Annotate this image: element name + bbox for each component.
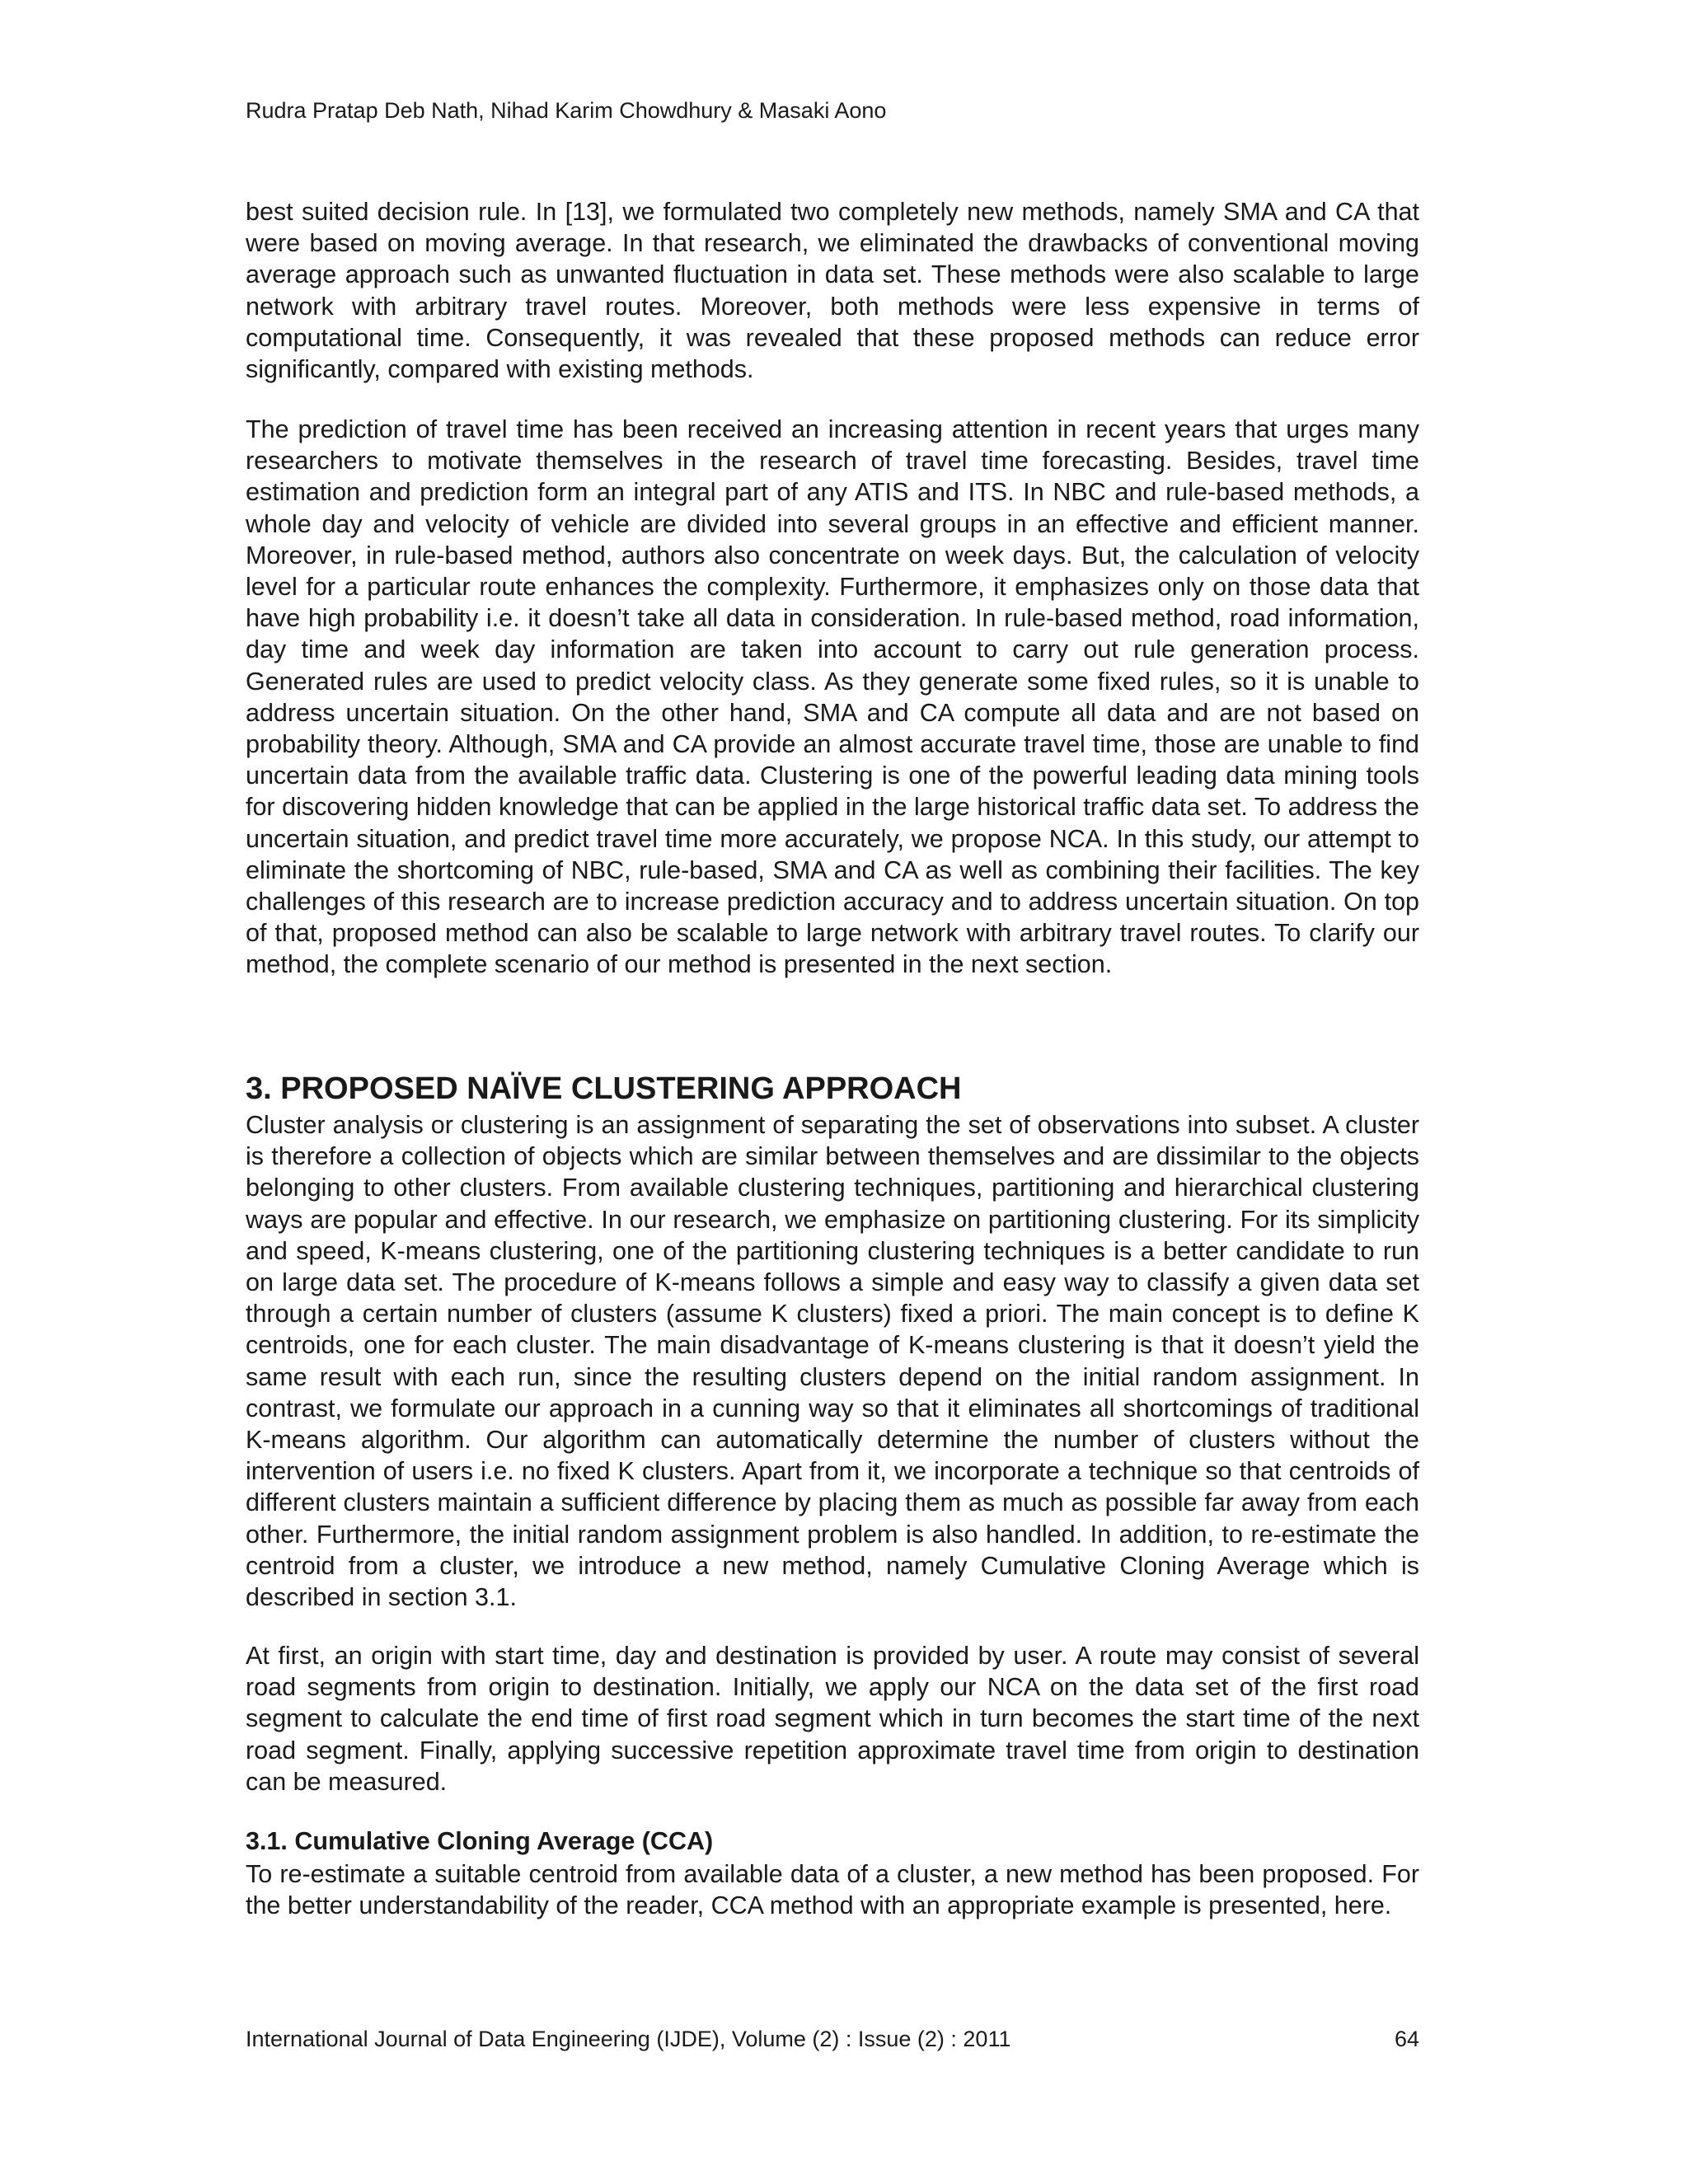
paragraph-1: best suited decision rule. In [13], we formulated two completely new methods, namely SMA and CA that were based on moving average. In that research, we eliminated the drawbacks of conventional moving average approach such as unwanted fluctuation in data set. These methods were also scalable to large network with arbitrary travel routes. Moreover, both methods were less expensive in terms of computational time. Consequently, it was revealed that these proposed methods can reduce error significantly, compared with existing methods.	[246, 198, 1419, 384]
subsection-heading-3-1: 3.1. Cumulative Cloning Average (CCA)	[246, 1827, 714, 1855]
page-number: 64	[1394, 2027, 1419, 2051]
paragraph-5: To re-estimate a suitable centroid from available data of a cluster, a new method has been proposed. For the better understandability of the reader, CCA method with an appropriate example is presented, here.	[246, 1860, 1419, 1920]
paragraph-3: Cluster analysis or clustering is an assignment of separating the set of observations into subset. A cluster is therefore a collection of objects which are similar between themselves and are dissimilar to the objects belonging to other clusters. From available clustering techniques, partitioning and hierarchical clustering ways are popular and effective. In our research, we emphasize on partitioning clustering. For its simplicity and speed, K-means clustering, one of the partitioning clustering techniques is a better candidate to run on large data set. The procedure of K-means follows a simple and easy way to classify a given data set through a certain number of clusters (assume K clusters) fixed a priori. The main concept is to define K centroids, one for each cluster. The main disadvantage of K-means clustering is that it doesn’t yield the same result with each run, since the resulting clusters depend on the initial random assignment. In contrast, we formulate our approach in a cunning way so that it eliminates all shortcomings of traditional K-means algorithm. Our algorithm can automatically determine the number of clusters without the intervention of users i.e. no fixed K clusters. Apart from it, we incorporate a technique so that centroids of different clusters maintain a sufficient difference by placing them as much as possible far away from each other. Furthermore, the initial random assignment problem is also handled. In addition, to re-estimate the centroid from a cluster, we introduce a new method, namely Cumulative Cloning Average which is described in section 3.1.	[246, 1111, 1419, 1612]
section-heading-3: 3. PROPOSED NAÏVE CLUSTERING APPROACH	[246, 1071, 962, 1106]
paragraph-4: At first, an origin with start time, day and destination is provided by user. A route may consist of several road segments from origin to destination. Initially, we apply our NCA on the data set of the first road segment to calculate the end time of first road segment which in turn becomes the start time of the next road segment. Finally, applying successive repetition approximate travel time from origin to destination can be measured.	[246, 1642, 1419, 1796]
page-footer	[246, 2026, 1419, 2052]
footer-journal-citation: International Journal of Data Engineering (IJDE), Volume (2) : Issue (2) : 2011	[246, 2027, 1011, 2051]
paragraph-2: The prediction of travel time has been received an increasing attention in recent years that urges many researchers to motivate themselves in the research of travel time forecasting. Besides, travel time estimation and prediction form an integral part of any ATIS and ITS. In NBC and rule-based methods, a whole day and velocity of vehicle are divided into several groups in an effective and efficient manner. Moreover, in rule-based method, authors also concentrate on week days. But, the calculation of velocity level for a particular route enhances the complexity. Furthermore, it emphasizes only on those data that have high probability i.e. it doesn’t take all data in consideration. In rule-based method, road information, day time and week day information are taken into account to carry out rule generation process. Generated rules are used to predict velocity class. As they generate some fixed rules, so it is unable to address uncertain situation. On the other hand, SMA and CA compute all data and are not based on probability theory. Although, SMA and CA provide an almost accurate travel time, those are unable to find uncertain data from the available traffic data. Clustering is one of the powerful leading data mining tools for discovering hidden knowledge that can be applied in the large historical traffic data set. To address the uncertain situation, and predict travel time more accurately, we propose NCA. In this study, our attempt to eliminate the shortcoming of NBC, rule-based, SMA and CA as well as combining their facilities. The key challenges of this research are to increase prediction accuracy and to address uncertain situation. On top of that, proposed method can also be scalable to large network with arbitrary travel routes. To clarify our method, the complete scenario of our method is presented in the next section.	[246, 415, 1419, 979]
running-header-authors: Rudra Pratap Deb Nath, Nihad Karim Chowdhury & Masaki Aono	[246, 98, 887, 123]
